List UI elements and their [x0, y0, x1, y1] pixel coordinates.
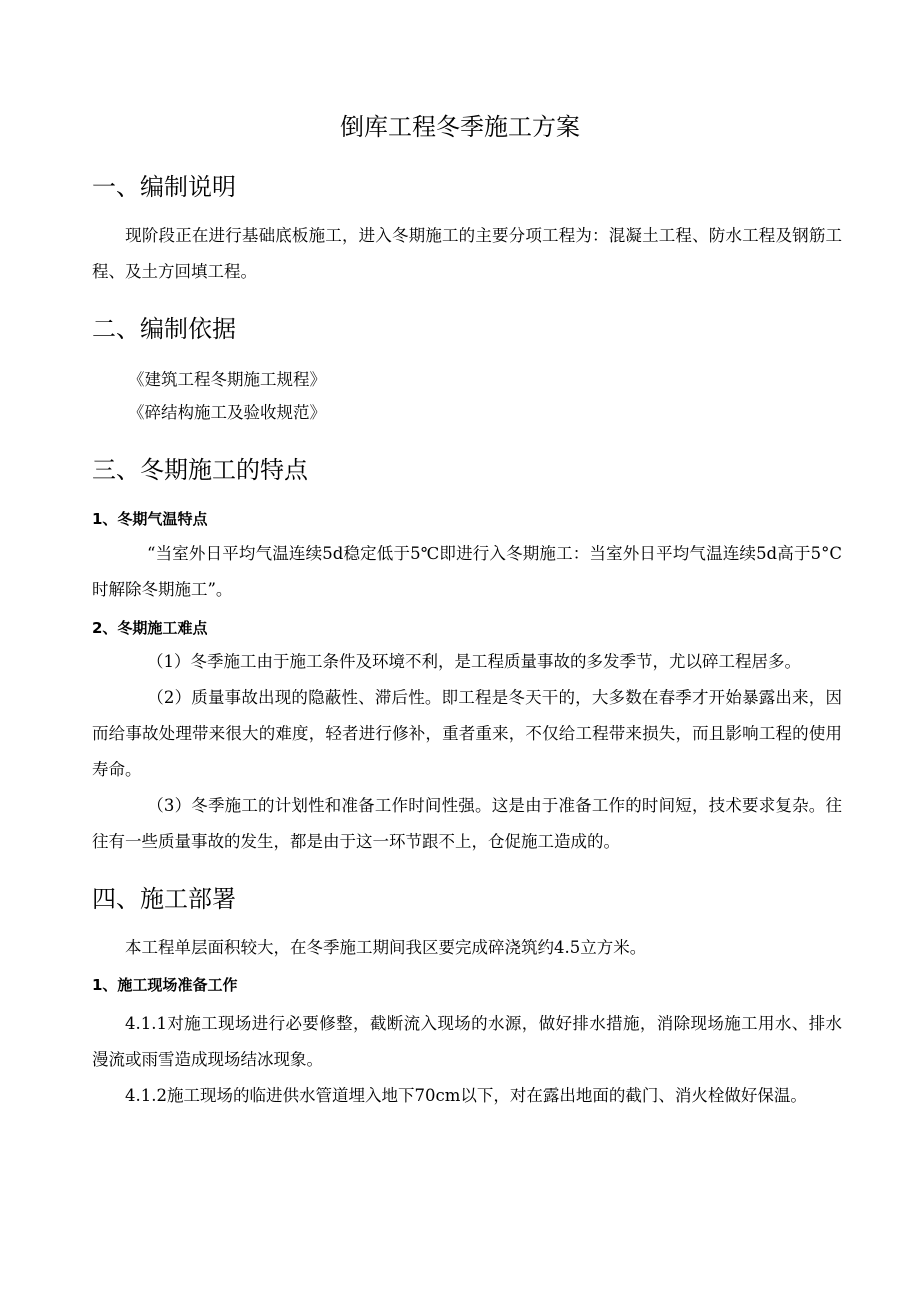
section-heading-4: 四、施工部署: [92, 885, 236, 913]
document-title: 倒库工程冬季施工方案: [340, 113, 580, 141]
section-3-1-paragraph: “当室外日平均气温连续5d稳定低于5℃即进行入冬期施工：当室外日平均气温连续5d高于5°C时解除冬期施工”。: [92, 544, 842, 599]
subheading-4-1: 1、施工现场准备工作: [92, 976, 238, 994]
section-4-paragraph: 本工程单层面积较大，在冬季施工期间我区要完成碎浇筑约4.5立方米。: [125, 938, 647, 957]
section-heading-3: 三、冬期施工的特点: [92, 456, 308, 484]
reference-item: 《碎结构施工及验收规范》: [128, 403, 326, 422]
subheading-3-2: 2、冬期施工难点: [92, 619, 208, 637]
difficulty-item-2: （2）质量事故出现的隐蔽性、滞后性。即工程是冬天干的，大多数在春季才开始暴露出来，因而给事故处理带来很大的难度，轻者进行修补，重者重来，不仅给工程带来损失，而且影响工程的使用寿命。: [92, 688, 842, 779]
section-heading-1: 一、编制说明: [92, 173, 236, 201]
paragraph-4-1-1: 4.1.1对施工现场进行必要修整，截断流入现场的水源，做好排水措施，消除现场施工用水、排水漫流或雨雪造成现场结冰现象。: [92, 1014, 842, 1069]
difficulty-item-3: （3）冬季施工的计划性和准备工作时间性强。这是由于准备工作的时间短，技术要求复杂。往往有一些质量事故的发生，都是由于这一环节跟不上，仓促施工造成的。: [92, 796, 842, 851]
paragraph-4-1-2: 4.1.2施工现场的临进供水管道埋入地下70cm以下，对在露出地面的截门、消火栓做好保温。: [125, 1086, 807, 1105]
subheading-3-1: 1、冬期气温特点: [92, 510, 208, 528]
difficulty-item-1: （1）冬季施工由于施工条件及环境不利，是工程质量事故的多发季节，尤以碎工程居多。: [147, 652, 801, 671]
section-heading-2: 二、编制依据: [92, 315, 236, 343]
section-1-paragraph: 现阶段正在进行基础底板施工，进入冬期施工的主要分项工程为：混凝土工程、防水工程及钢筋工程、及土方回填工程。: [92, 226, 842, 281]
reference-item: 《建筑工程冬期施工规程》: [128, 370, 326, 389]
